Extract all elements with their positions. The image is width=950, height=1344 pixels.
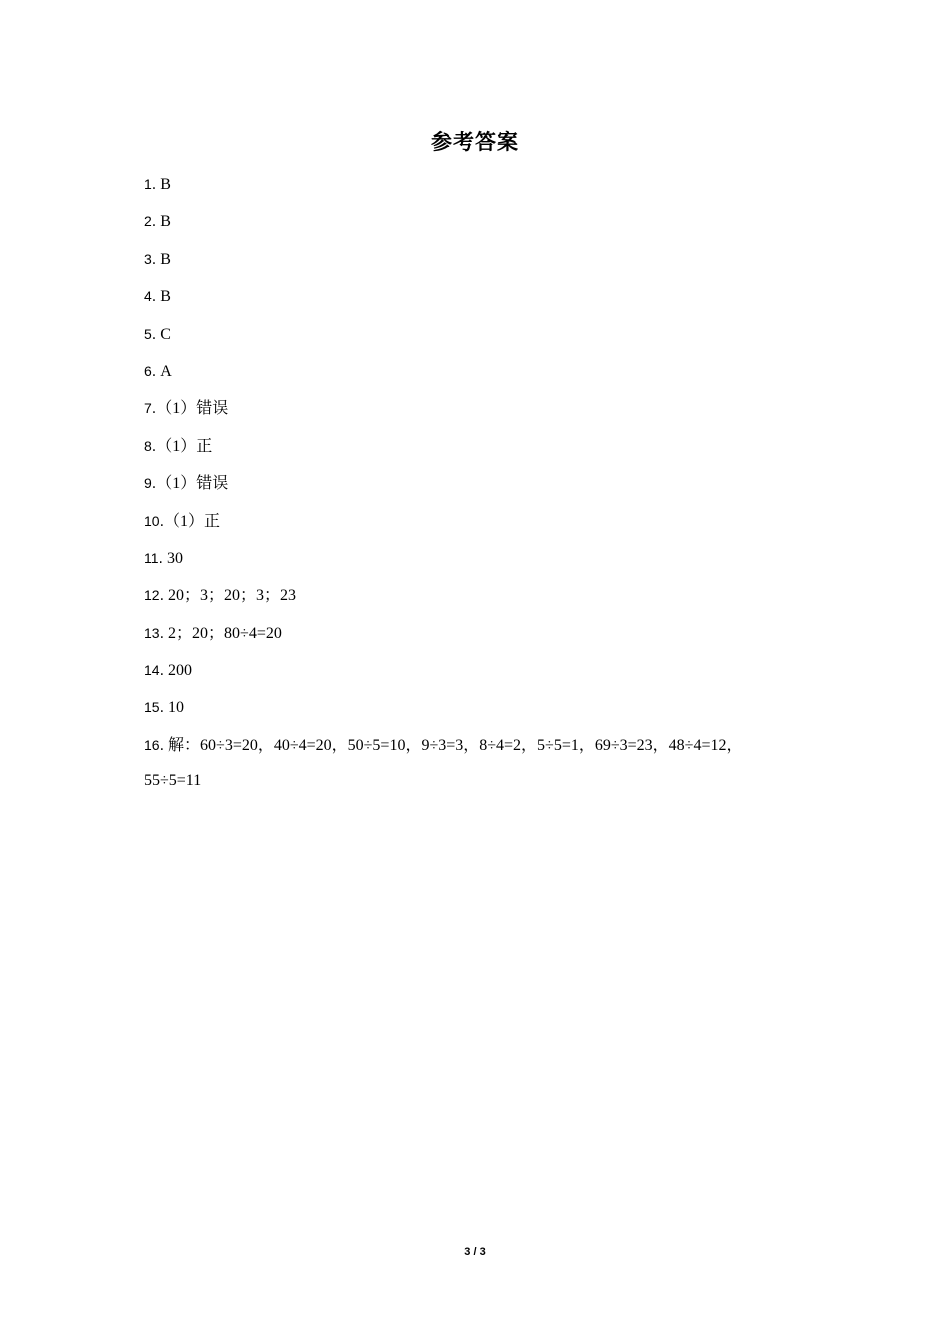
- answer-item: [144, 284, 824, 321]
- answer-separator: .: [151, 326, 157, 343]
- answer-separator: .: [151, 438, 157, 455]
- answer-text: 200: [168, 662, 193, 680]
- answer-separator: .: [159, 513, 165, 530]
- answer-item: [144, 695, 824, 732]
- answer-separator: .: [151, 401, 157, 418]
- answer-number: 1: [144, 176, 152, 192]
- answer-text: 30: [167, 549, 183, 567]
- answer-item: [144, 733, 824, 770]
- answer-item: [144, 172, 824, 209]
- answer-item: [144, 621, 824, 658]
- answer-number: 10: [144, 512, 160, 529]
- answer-text: B: [160, 213, 171, 231]
- answer-number: 2: [144, 213, 152, 230]
- answer-continuation: 55÷5=11: [144, 772, 202, 789]
- answer-text: C: [160, 325, 171, 343]
- answer-separator: .: [159, 625, 165, 642]
- answer-number: 5: [144, 325, 152, 342]
- answer-item: [144, 546, 824, 583]
- answer-text: B: [160, 250, 171, 268]
- answer-text: （1）正: [156, 437, 213, 455]
- answer-separator: .: [158, 550, 163, 567]
- answer-separator: .: [151, 289, 157, 306]
- answer-separator: .: [151, 363, 157, 380]
- answer-text: （1）正: [164, 512, 221, 530]
- answer-separator: .: [159, 700, 165, 717]
- answer-number: 14: [144, 662, 160, 679]
- answer-text: （1）错误: [156, 475, 229, 493]
- answer-separator: .: [159, 737, 165, 754]
- answer-text: （1）错误: [156, 400, 229, 418]
- answer-list: [144, 172, 824, 789]
- answer-number: 7: [144, 400, 152, 417]
- page-title: 参考答案: [431, 130, 519, 154]
- answer-number: 4: [144, 288, 152, 305]
- answer-text: A: [160, 362, 172, 380]
- answer-item: [144, 471, 824, 508]
- answer-number: 11: [144, 549, 159, 566]
- answer-text: 2；20；80÷4=20: [168, 624, 282, 642]
- answer-separator: .: [151, 214, 157, 231]
- answer-number: 8: [144, 437, 152, 454]
- answer-number: 15: [144, 699, 160, 716]
- answer-item: [144, 247, 824, 284]
- answer-text: B: [160, 176, 171, 193]
- answer-item: [144, 434, 824, 471]
- answer-item: [144, 322, 824, 359]
- answer-separator: .: [151, 476, 157, 493]
- page-number: 3 / 3: [464, 1246, 486, 1258]
- answer-number: 9: [144, 475, 152, 492]
- answer-item: [144, 509, 824, 546]
- answer-text: 20；3；20；3；23: [168, 587, 297, 605]
- answer-item: [144, 658, 824, 695]
- answer-number: 3: [144, 250, 152, 267]
- answer-number: 16: [144, 736, 160, 753]
- answer-number: 12: [144, 587, 160, 604]
- answer-item: [144, 209, 824, 246]
- answer-separator: .: [151, 251, 157, 268]
- answer-text: B: [160, 288, 171, 306]
- answer-number: 13: [144, 624, 160, 641]
- answer-separator: .: [159, 588, 165, 605]
- answer-text: 10: [168, 699, 185, 717]
- answer-separator: .: [159, 663, 165, 680]
- answer-item: [144, 583, 824, 620]
- answer-separator: .: [151, 177, 157, 193]
- answer-item: [144, 359, 824, 396]
- answer-number: 6: [144, 362, 152, 379]
- answer-text: 解：60÷3=20，40÷4=20，50÷5=10，9÷3=3，8÷4=2，5÷5=1，69÷3=23，48÷4=12，: [168, 736, 743, 754]
- answer-item: [144, 396, 824, 433]
